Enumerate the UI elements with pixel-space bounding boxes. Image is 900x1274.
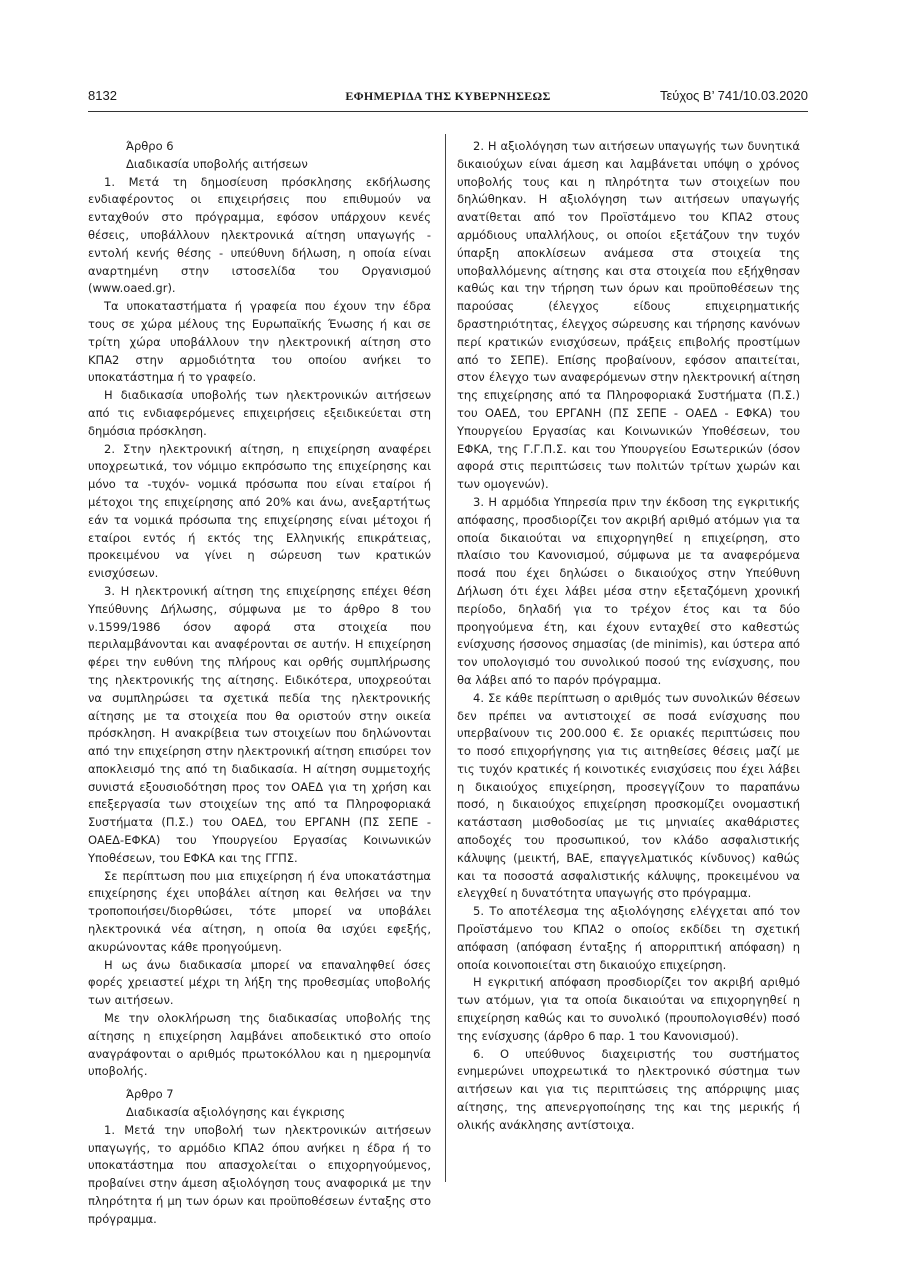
paragraph: Η διαδικασία υποβολής των ηλεκτρονικών αιτήσεων από τις ενδιαφερόμενες επιχειρήσεις εξειδικεύεται στη δημόσια πρόσκληση. xyxy=(88,388,431,438)
article-7-title: Άρθρο 7 xyxy=(126,1087,174,1102)
paragraph: 2. Στην ηλεκτρονική αίτηση, η επιχείρηση αναφέρει υποχρεωτικά, τον νόμιμο εκπρόσωπο της επιχείρησης και μόνο τα -τυχόν- νομικά πρόσωπα που είναι εταίροι ή μέτοχοι της επιχείρησης από 20% και άνω, ανεξαρτήτως εάν τα νομικά πρόσωπα της επιχείρησης είναι μέτοχοι ή εταίροι εντός ή εκτός της Ελληνικής επικράτειας, προκειμένου να γίνει η σώρευση των κρατικών ενισχύσεων. xyxy=(88,441,431,581)
left-column xyxy=(88,138,431,1229)
page-number: 8132 xyxy=(88,88,117,103)
paragraph: 5. Το αποτέλεσμα της αξιολόγησης ελέγχεται από τον Προϊστάμενο του ΚΠΑ2 ο οποίος εκδίδει τη σχετική απόφαση (απόφαση ένταξης ή απορριπτική απόφαση) η οποία κοινοποιείται στη δικαιούχο επιχείρηση. xyxy=(457,904,800,972)
paragraph: Τα υποκαταστήματα ή γραφεία που έχουν την έδρα τους σε χώρα μέλους της Ευρωπαϊκής Ένωσης ή και σε τρίτη χώρα υποβάλλουν την ηλεκτρονική αίτηση στο ΚΠΑ2 στην αρμοδιότητα του οποίου ανήκει το υποκατάστημα ή το γραφείο. xyxy=(88,299,431,385)
article-7-subtitle: Διαδικασία αξιολόγησης και έγκρισης xyxy=(126,1105,346,1120)
paragraph: Η εγκριτική απόφαση προσδιορίζει τον ακριβή αριθμό των ατόμων, για τα οποία δικαιούται να επιχορηγηθεί η επιχείρηση καθώς και το συνολικό (προυπολογισθέν) ποσό της ενίσχυσης (άρθρο 6 παρ. 1 του Κανονισμού). xyxy=(457,975,800,1043)
paragraph: 3. Η ηλεκτρονική αίτηση της επιχείρησης επέχει θέση Υπεύθυνης Δήλωσης, σύμφωνα με το άρθρο 8 του ν.1599/1986 όσον αφορά στα στοιχεία που περιλαμβάνονται και αναφέρονται σε αυτήν. Η επιχείρηση φέρει την ευθύνη της πλήρους και ορθής συμπλήρωσης της ηλεκτρονικής της αίτησης. Ειδικότερα, υποχρεούται να συμπληρώσει τα σχετικά πεδία της ηλεκτρονικής αίτησης με τα στοιχεία που θα οριστούν στην οικεία πρόσκληση. Η ανακρίβεια των στοιχείων που δηλώνονται από την επιχείρηση στην ηλεκτρονική αίτηση επισύρει τον αποκλεισμό της από τη διαδικασία. Η αίτηση συμμετοχής συνιστά εξουσιοδότηση προς τον ΟΑΕΔ για τη χρήση και επεξεργασία των στοιχείων της από τα Πληροφοριακά Συστήματα (Π.Σ.) του ΟΑΕΔ, του ΕΡΓΑΝΗ (ΠΣ ΣΕΠΕ - ΟΑΕΔ-ΕΦΚΑ) του Υπουργείου Εργασίας Κοινωνικών Υποθέσεων, του ΕΦΚΑ και της ΓΓΠΣ. xyxy=(88,583,431,865)
paragraph: 2. Η αξιολόγηση των αιτήσεων υπαγωγής των δυνητικά δικαιούχων είναι άμεση και λαμβάνεται υπόψη ο χρόνος υποβολής τους και η πληρότητα των στοιχείων που δηλώθηκαν. Η αξιολόγηση των αιτήσεων υπαγωγής ανατίθεται από τον Προϊστάμενο του ΚΠΑ2 στους αρμόδιους υπαλλήλους, οι οποίοι εξετάζουν την τυχόν ύπαρξη αποκλίσεων ανάμεσα στα στοιχεία της υποβαλλόμενης αίτησης και στα στοιχεία που εξήχθησαν καθώς και την τήρηση των όρων και προϋποθέσεων της παρούσας (έλεγχος είδους επιχειρηματικής δραστηριότητας, έλεγχος σώρευσης και τήρησης κανόνων περί κρατικών ενισχύσεων, πράξεις επιβολής προστίμων από το ΣΕΠΕ). Επίσης προβαίνουν, εφόσον απαιτείται, στον έλεγχο των αναφερόμενων στην ηλεκτρονική αίτηση της επιχείρησης από τα Πληροφοριακά Συστήματα (Π.Σ.) του ΟΑΕΔ, του ΕΡΓΑΝΗ (ΠΣ ΣΕΠΕ - ΟΑΕΔ - ΕΦΚΑ) του Υπουργείου Εργασίας και Κοινωνικών Υποθέσεων, του ΕΦΚΑ, της Γ.Γ.Π.Σ. και του Υπουργείου Εσωτερικών (όσον αφορά στις περιπτώσεις των πολιτών τρίτων χωρών και των ομογενών). xyxy=(457,139,800,492)
paragraph: Με την ολοκλήρωση της διαδικασίας υποβολής της αίτησης η επιχείρηση λαμβάνει αποδεικτικό στο οποίο αναγράφονται ο αριθμός πρωτοκόλλου και η ημερομηνία υποβολής. xyxy=(88,1011,431,1079)
right-column xyxy=(457,138,800,1135)
column-divider xyxy=(445,134,446,1182)
article-6-title: Άρθρο 6 xyxy=(126,139,174,153)
header-divider xyxy=(88,111,808,112)
paragraph: Η ως άνω διαδικασία μπορεί να επαναληφθεί όσες φορές χρειαστεί μέχρι τη λήξη της προθεσμίας υποβολής των αιτήσεων. xyxy=(88,957,431,1008)
gazette-title: ΕΦΗΜΕΡΙΔΑ ΤΗΣ ΚΥΒΕΡΝΗΣΕΩΣ xyxy=(345,89,551,103)
paragraph: 1. Μετά την υποβολή των ηλεκτρονικών αιτήσεων υπαγωγής, το αρμόδιο ΚΠΑ2 όπου ανήκει η έδρα ή το υποκατάστημα που απασχολείται ο επιχορηγούμενος, προβαίνει στην άμεση αξιολόγηση τους αναφορικά με την πληρότητα ή μη των όρων και προϋποθέσεων ένταξης στο πρόγραμμα. xyxy=(88,1122,431,1226)
article-6-subtitle: Διαδικασία υποβολής αιτήσεων xyxy=(126,156,308,171)
paragraph: Σε περίπτωση που μια επιχείρηση ή ένα υποκατάστημα επιχείρησης έχει υποβάλει αίτηση και θελήσει να την τροποποιήσει/διορθώσει, τότε μπορεί να υποβάλει ηλεκτρονικά νέα αίτηση, η οποία θα ισχύει εφεξής, ακυρώνοντας κάθε προηγούμενη. xyxy=(88,868,431,954)
paragraph: 1. Μετά τη δημοσίευση πρόσκλησης εκδήλωσης ενδιαφέροντος οι επιχειρήσεις που επιθυμούν να ενταχθούν στο πρόγραμμα, εφόσον υπάρχουν κενές θέσεις, υποβάλλουν ηλεκτρονικά αίτηση υπαγωγής - εντολή κενής θέσης - υπεύθυνη δήλωση, η οποία είναι αναρτημένη στην ιστοσελίδα του Οργανισμού (www.oaed.gr). xyxy=(88,174,431,296)
page-header xyxy=(88,86,808,108)
paragraph: 3. Η αρμόδια Υπηρεσία πριν την έκδοση της εγκριτικής απόφασης, προσδιορίζει τον ακριβή αριθμό ατόμων για τα οποία δικαιούται να επιχορηγηθεί η επιχείρηση, στο πλαίσιο του Κανονισμού, σύμφωνα με τα αναφερόμενα ποσά που έχει δηλώσει ο δικαιούχος στην Υπεύθυνη Δήλωση ότι έχει λάβει μέσα στην εξεταζόμενη χρονική περίοδο, δηλαδή για το τρέχον έτος και τα δύο προηγούμενα έτη, και έχουν ενταχθεί στο καθεστώς ενίσχυσης ήσσονος σημασίας (de minimis), και ύστερα από τον υπολογισμό του συνολικού ποσού της ενίσχυσης, που θα λάβει από το παρόν πρόγραμμα. xyxy=(457,494,800,687)
issue-info: Τεύχος Β’ 741/10.03.2020 xyxy=(659,88,808,103)
paragraph: 4. Σε κάθε περίπτωση ο αριθμός των συνολικών θέσεων δεν πρέπει να αντιστοιχεί σε ποσά ενίσχυσης που υπερβαίνουν τις 200.000 €. Σε οριακές περιπτώσεις που το ποσό επιχορήγησης για τις αιτηθείσες θέσεις μαζί με τις τυχόν κρατικές ή κοινοτικές ενισχύσεις που έχει λάβει η δικαιούχος επιχείρηση, προσεγγίζουν το παραπάνω ποσό, η δικαιούχος επιχείρηση προσκομίζει ονομαστική κατάσταση μισθοδοσίας με τις μηνιαίες ακαθάριστες αποδοχές του προσωπικού, τον κλάδο ασφαλιστικής κάλυψης (μεικτή, ΒΑΕ, επαγγελματικός κίνδυνος) καθώς και τα ποσοστά ασφαλιστικής κάλυψης, προκειμένου να ελεγχθεί η δυνατότητα υπαγωγής στο πρόγραμμα. xyxy=(457,690,800,901)
paragraph: 6. Ο υπεύθυνος διαχειριστής του συστήματος ενημερώνει υποχρεωτικά το ηλεκτρονικό σύστημα των αιτήσεων και για τις περιπτώσεις της απόρριψης μιας αίτησης, της απενεργοποίησης της και της μερικής ή ολικής ανάκλησης αντίστοιχα. xyxy=(457,1046,800,1132)
